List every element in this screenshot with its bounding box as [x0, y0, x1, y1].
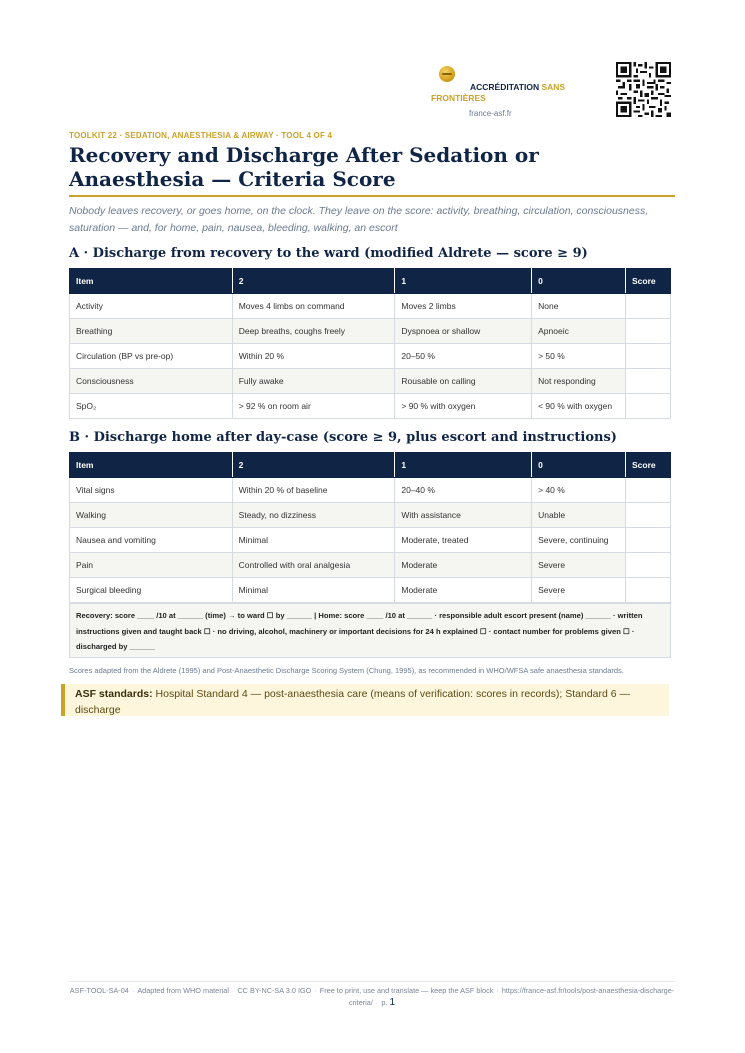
footer-license: CC BY-NC-SA 3.0 IGO [237, 986, 312, 995]
score-entry-cell[interactable] [625, 319, 670, 344]
footer-page-prefix: p. [381, 998, 388, 1007]
asf-logo-icon [439, 66, 455, 82]
criterion-cell: Not responding [532, 369, 626, 394]
criterion-cell: Rousable on calling [395, 369, 532, 394]
asf-standards-callout [61, 684, 669, 716]
criterion-cell: Dyspnoea or shallow [395, 319, 532, 344]
score-entry-cell[interactable] [626, 553, 671, 578]
item-cell: SpO₂ [70, 394, 233, 419]
criterion-cell: > 92 % on room air [232, 394, 395, 419]
criterion-cell: Moderate, treated [395, 528, 532, 553]
item-cell: Surgical bleeding [70, 578, 233, 603]
item-cell: Breathing [70, 319, 233, 344]
column-header: 0 [532, 269, 626, 294]
column-header: Item [70, 453, 233, 478]
score-entry-cell[interactable] [626, 528, 671, 553]
criterion-cell: < 90 % with oxygen [532, 394, 626, 419]
source-note: Scores adapted from the Aldrete (1995) and Post-Anaesthetic Discharge Scoring System (Chung, 1995), as recommended in WHO/WFSA safe anaesthesia standards. [69, 666, 624, 675]
column-header: 1 [395, 453, 532, 478]
criterion-cell: Within 20 % of baseline [232, 478, 395, 503]
column-header: 1 [395, 269, 532, 294]
footer-url[interactable]: https://france-asf.fr/tools/post-anaesthesia-discharge-criteria/ [348, 986, 675, 1007]
criterion-cell: None [532, 294, 626, 319]
section-a-heading: A · Discharge from recovery to the ward (modified Aldrete — score ≥ 9) [69, 246, 588, 261]
column-header: 2 [232, 269, 395, 294]
toolkit-eyebrow: TOOLKIT 22 · SEDATION, ANAESTHESIA & AIRWAY · TOOL 4 OF 4 [69, 131, 333, 140]
score-entry-cell[interactable] [626, 503, 671, 528]
org-name-part2: SANS FRONTIÈRES [431, 82, 566, 103]
item-cell: Circulation (BP vs pre-op) [70, 344, 233, 369]
logo-block [425, 62, 600, 103]
criterion-cell: Moves 4 limbs on command [232, 294, 395, 319]
score-entry-cell[interactable] [626, 478, 671, 503]
criterion-cell: Unable [532, 503, 626, 528]
criterion-cell: Within 20 % [232, 344, 395, 369]
item-cell: Consciousness [70, 369, 233, 394]
column-header: 0 [532, 453, 626, 478]
qr-code-icon [616, 62, 671, 117]
table-row [70, 503, 671, 528]
criterion-cell: With assistance [395, 503, 532, 528]
criterion-cell: Minimal [232, 578, 395, 603]
criterion-cell: Controlled with oral analgesia [232, 553, 395, 578]
footer-adapted: Adapted from WHO material [137, 986, 229, 995]
site-url[interactable]: france-asf.fr [469, 109, 512, 118]
score-entry-cell[interactable] [625, 394, 670, 419]
score-entry-cell[interactable] [625, 369, 670, 394]
table-header-row [70, 269, 671, 294]
item-cell: Nausea and vomiting [70, 528, 233, 553]
criterion-cell: > 50 % [532, 344, 626, 369]
column-header: Score [625, 269, 670, 294]
table-row [70, 478, 671, 503]
criterion-cell: Severe [532, 578, 626, 603]
criterion-cell: 20–40 % [395, 478, 532, 503]
asf-standards-label: ASF standards: [75, 688, 153, 700]
score-entry-cell[interactable] [625, 294, 670, 319]
table-row [70, 369, 671, 394]
org-name [431, 82, 601, 104]
criterion-cell: Severe, continuing [532, 528, 626, 553]
recovery-score-table [69, 268, 671, 419]
score-entry-cell[interactable] [626, 578, 671, 603]
table-row [70, 553, 671, 578]
page-footer: ASF-TOOL-SA-04 · Adapted from WHO material · CC BY-NC-SA 3.0 IGO · Free to print, use and translate — keep the ASF block · https://france-asf.fr/tools/post-anaesthesia-discharge-criteria/ · p. 1 [69, 986, 675, 1008]
table-row [70, 319, 671, 344]
footer-usage: Free to print, use and translate — keep the ASF block [319, 986, 494, 995]
column-header: 2 [232, 453, 395, 478]
table-row [70, 294, 671, 319]
org-name-part1: ACCRÉDITATION [470, 82, 540, 92]
table-row [70, 344, 671, 369]
footer-doc-id: ASF-TOOL-SA-04 [69, 986, 129, 995]
criterion-cell: > 40 % [532, 478, 626, 503]
item-cell: Walking [70, 503, 233, 528]
score-entry-cell[interactable] [625, 344, 670, 369]
table-header-row [70, 453, 671, 478]
criterion-cell: Fully awake [232, 369, 395, 394]
criterion-cell: > 90 % with oxygen [395, 394, 532, 419]
criterion-cell: Deep breaths, coughs freely [232, 319, 395, 344]
criterion-cell: Moves 2 limbs [395, 294, 532, 319]
criterion-cell: 20–50 % [395, 344, 532, 369]
title-divider [69, 195, 675, 197]
footer-divider [69, 981, 675, 982]
section-b-heading: B · Discharge home after day-case (score ≥ 9, plus escort and instructions) [69, 430, 617, 445]
page-number: 1 [389, 997, 396, 1008]
item-cell: Activity [70, 294, 233, 319]
asf-standards-text: Hospital Standard 4 — post-anaesthesia care (means of verification: scores in records); Standard 6 — discharge [75, 688, 631, 716]
item-cell: Vital signs [70, 478, 233, 503]
table-row [70, 528, 671, 553]
org-header [425, 62, 600, 118]
table-row [70, 578, 671, 603]
home-discharge-score-table [69, 452, 671, 603]
item-cell: Pain [70, 553, 233, 578]
table-row [70, 394, 671, 419]
criterion-cell: Steady, no dizziness [232, 503, 395, 528]
criterion-cell: Severe [532, 553, 626, 578]
column-header: Item [70, 269, 233, 294]
criterion-cell: Minimal [232, 528, 395, 553]
criterion-cell: Moderate [395, 578, 532, 603]
column-header: Score [626, 453, 671, 478]
discharge-record-line[interactable]: Recovery: score ____ /10 at ______ (time) → to ward ☐ by ______ | Home: score ____ /10 at ______ · responsible adult escort present (name) ______ · written instructions given and taught back ☐ · no driving, alcohol, machinery or important decisions for 24 h explained ☐ · contact number for problems given ☐ · discharged by ______ [69, 603, 671, 658]
intro-text: Nobody leaves recovery, or goes home, on the clock. They leave on the score: activity, breathing, circulation, consciousness, saturation — and, for home, pain, nausea, bleeding, walking, an escort [69, 205, 649, 234]
page-title: Recovery and Discharge After Sedation or Anaesthesia — Criteria Score [69, 143, 539, 191]
criterion-cell: Moderate [395, 553, 532, 578]
criterion-cell: Apnoeic [532, 319, 626, 344]
